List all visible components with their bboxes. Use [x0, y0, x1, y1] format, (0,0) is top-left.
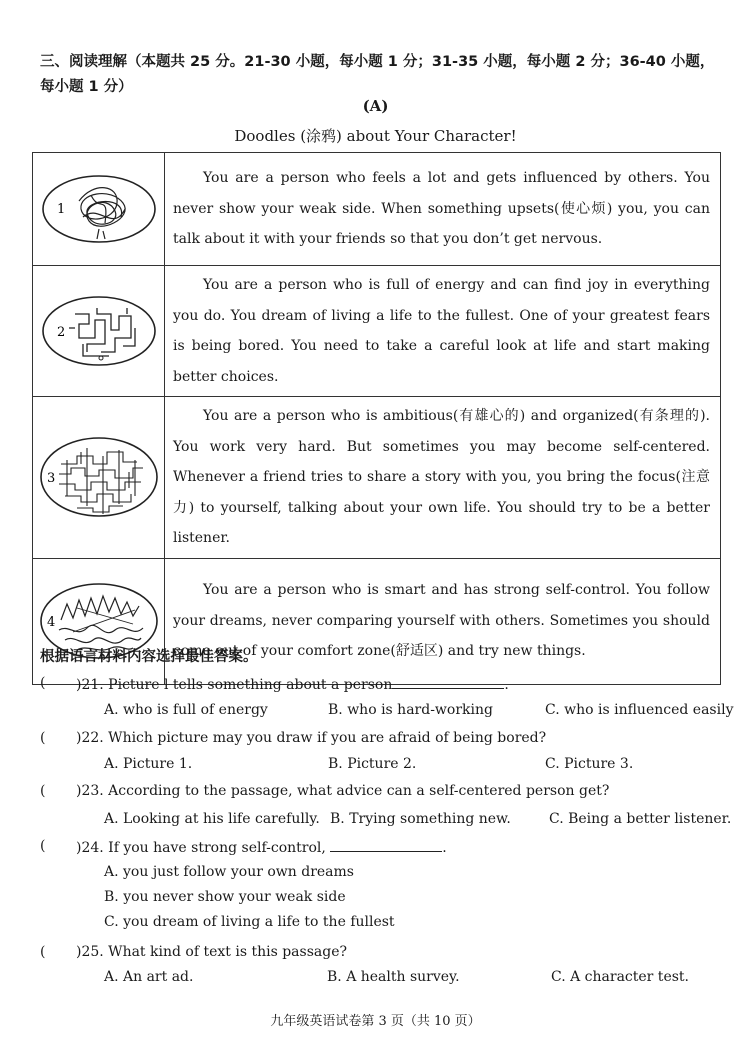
option-a: A. you just follow your own dreams: [104, 864, 354, 880]
question-text: )22. Which picture may you draw if you are afraid of being bored?: [76, 730, 547, 746]
doodle-cell: [33, 153, 165, 266]
doodle-description: You are a person who is smart and has strong self-control. You follow your dreams, never comparing yourself with others. Sometimes you should come out of your comfort zone(舒适区) and try new things.: [165, 558, 721, 684]
option-a: A. who is full of energy: [104, 702, 268, 718]
question-text: )25. What kind of text is this passage?: [76, 944, 347, 960]
doodle-cell: [33, 397, 165, 559]
option-a: A. An art ad.: [104, 969, 194, 985]
doodle-number: 2: [56, 325, 65, 340]
doodle-scribble-image: [39, 173, 159, 245]
question-text: )24. If you have strong self-control,: [76, 840, 326, 856]
answer-blank[interactable]: [330, 838, 442, 852]
doodle-cell: [33, 266, 165, 397]
option-b: B. you never show your weak side: [104, 889, 346, 905]
doodle-row: [33, 153, 721, 266]
doodle-table: [32, 152, 721, 685]
doodle-description: You are a person who is ambitious(有雄心的) and organized(有条理的). You work very hard. But sometimes you may become self-centered. Whenever a friend tries to share a story with you, you bring the focus(注意力) to yourself, talking about your own life. You should try to be a better listener.: [165, 397, 721, 559]
option-c: C. Picture 3.: [545, 756, 634, 772]
section-title: 三、阅读理解（本题共 25 分。21-30 小题，每小题 1 分；31-35 小题，每小题 2 分；36-40 小题，每小题 1 分）: [40, 54, 715, 95]
doodle-maze-image: [39, 294, 159, 368]
option-b: B. A health survey.: [327, 969, 460, 985]
answer-paren: (: [40, 838, 46, 854]
doodle-row: [33, 397, 721, 559]
option-b: B. Trying something new.: [330, 811, 511, 827]
option-b: B. Picture 2.: [328, 756, 417, 772]
instructions: 根据语言材料内容选择最佳答案。: [40, 649, 258, 665]
passage-label: (A): [362, 97, 389, 115]
option-c: C. you dream of living a life to the fullest: [104, 914, 395, 930]
doodle-row: [33, 266, 721, 397]
answer-paren: (: [40, 675, 46, 691]
answer-blank[interactable]: [392, 675, 504, 689]
doodle-number: 1: [56, 202, 65, 217]
question-text: )23. According to the passage, what advice can a self-centered person get?: [76, 783, 610, 799]
option-a: A. Looking at his life carefully.: [104, 811, 320, 827]
doodle-description: You are a person who is full of energy and can find joy in everything you do. You dream of living a life to the fullest. One of your greatest fears is being bored. You need to take a careful look at life and start making better choices.: [165, 266, 721, 397]
answer-paren: (: [40, 783, 46, 799]
page-footer: 九年级英语试卷第 3 页（共 10 页）: [270, 1014, 481, 1029]
answer-paren: (: [40, 944, 46, 960]
doodle-number: 4: [46, 615, 55, 630]
option-c: C. Being a better listener.: [549, 811, 732, 827]
answer-paren: (: [40, 730, 46, 746]
doodle-dense-maze-image: [37, 434, 161, 520]
doodle-number: 3: [46, 471, 55, 487]
option-c: C. A character test.: [551, 969, 689, 985]
option-b: B. who is hard-working: [328, 702, 493, 718]
doodle-description: You are a person who feels a lot and gets influenced by others. You never show your weak side. When something upsets(使心烦) you, you can talk about it with your friends so that you don’t get nervous.: [165, 153, 721, 266]
option-a: A. Picture 1.: [104, 756, 193, 772]
passage-title: Doodles (涂鸦) about Your Character!: [234, 127, 517, 145]
option-c: C. who is influenced easily: [545, 702, 734, 718]
question-text: )21. Picture l tells something about a person: [76, 677, 393, 693]
